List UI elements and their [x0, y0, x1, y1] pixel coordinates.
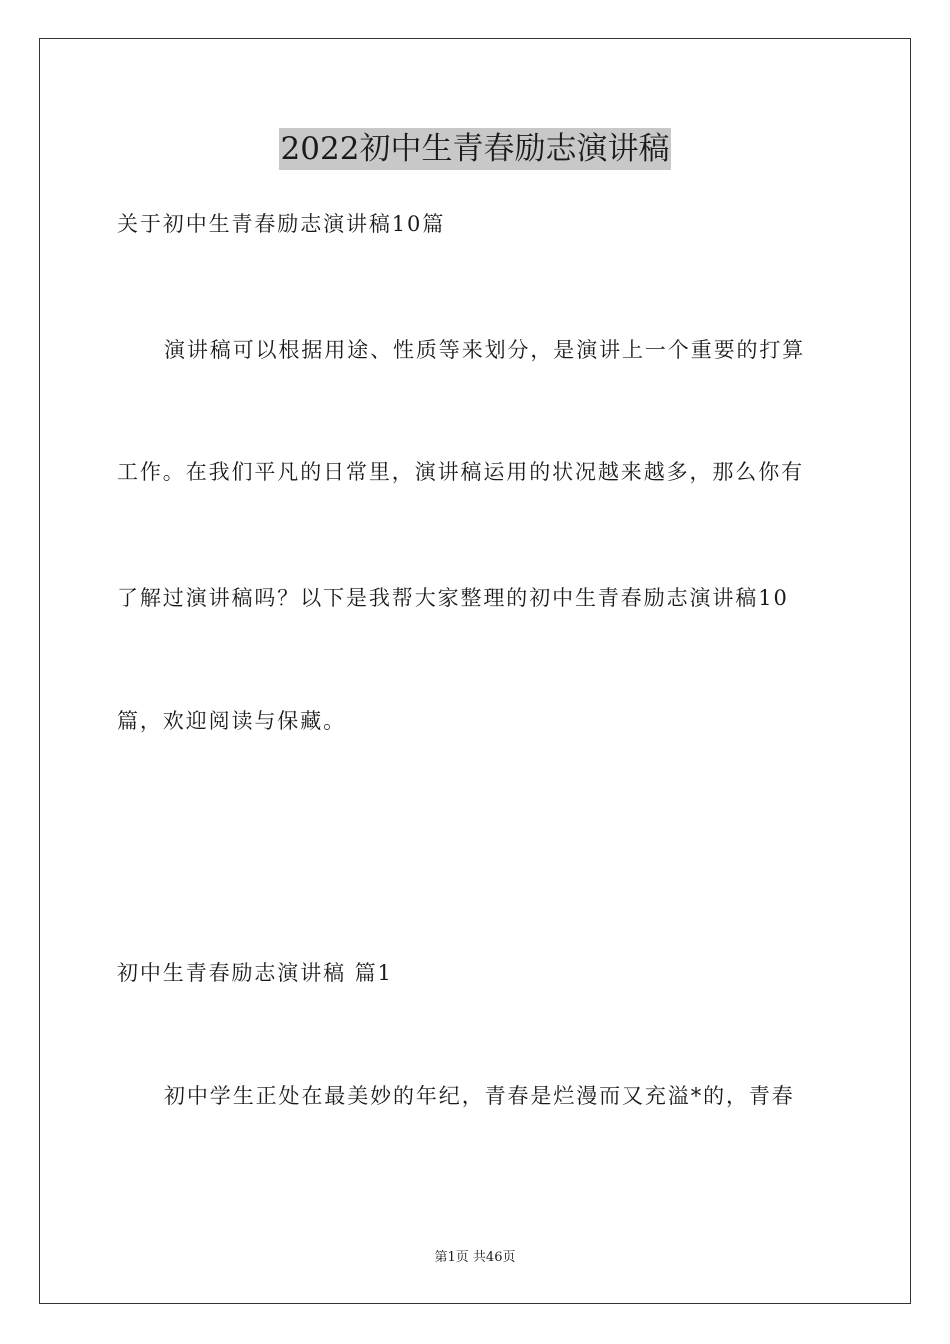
- page-footer: 第1页 共46页: [434, 1250, 516, 1265]
- paragraph-line: 初中学生正处在最美妙的年纪，青春是烂漫而又充溢*的，青春: [164, 1084, 795, 1108]
- document-subtitle: 关于初中生青春励志演讲稿10篇: [117, 212, 446, 236]
- title-container: [0, 128, 950, 170]
- paragraph-line: 篇，欢迎阅读与保藏。: [117, 709, 346, 733]
- paragraph-line: 了解过演讲稿吗？以下是我帮大家整理的初中生青春励志演讲稿10: [117, 586, 789, 610]
- paragraph-line: 工作。在我们平凡的日常里，演讲稿运用的状况越来越多，那么你有: [117, 460, 804, 484]
- section-heading: 初中生青春励志演讲稿 篇1: [117, 961, 393, 985]
- document-title: 2022初中生青春励志演讲稿: [279, 128, 672, 170]
- paragraph-line: 演讲稿可以根据用途、性质等来划分，是演讲上一个重要的打算: [164, 338, 806, 362]
